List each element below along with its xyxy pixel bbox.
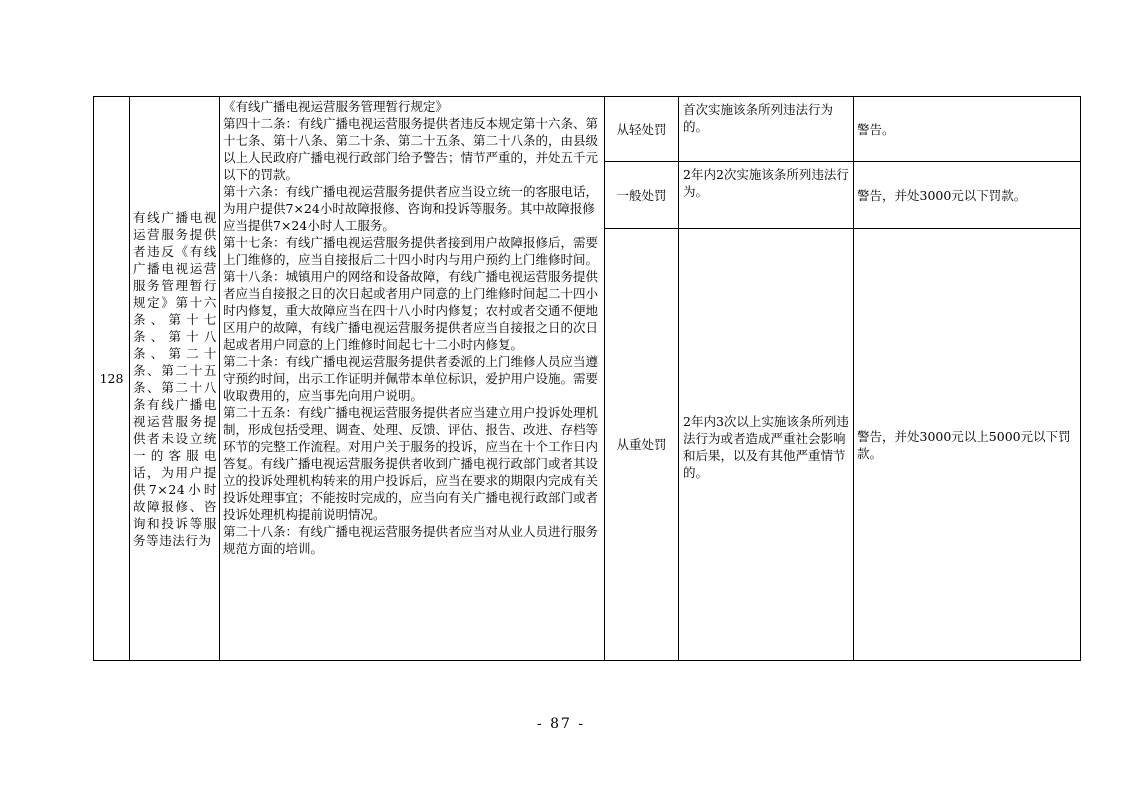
basis-title: 《有线广播电视运营服务管理暂行规定》	[223, 99, 449, 114]
penalty-result-normal: 警告，并处3000元以下罚款。	[854, 162, 1081, 229]
penalty-standard-table	[93, 96, 1081, 661]
penalty-result-heavy: 警告，并处3000元以上5000元以下罚款。	[854, 229, 1081, 661]
page-number: - 87 -	[536, 716, 586, 732]
violation-description: 有线广播电视运营服务提供者违反《有线广播电视运营服务管理暂行规定》第十六条、第十七条、第十八条、第二十条、第二十五条、第二十八条有线广播电视运营服务提供者未设立统一的客服电话，为用户提供7×24小时故障报修、咨询和投诉等服务等违法行为	[130, 97, 220, 661]
basis-article-18: 第十八条：城镇用户的网络和设备故障，有线广播电视运营服务提供者应当自接报之日的次日起或者用户同意的上门维修时间起二十四小时内修复，重大故障应当在四十八小时内修复；农村或者交通不便地区用户的故障，有线广播电视运营服务提供者应当自接报之日的次日起或者用户同意的上门维修时间起七十二小时内修复。	[223, 269, 599, 352]
basis-article-42: 第四十二条：有线广播电视运营服务提供者违反本规定第十六条、第十七条、第十八条、第二十条、第二十五条、第二十八条的，由县级以上人民政府广播电视行政部门给予警告；情节严重的，并处五千元以下的罚款。	[223, 116, 599, 182]
penalty-result-light: 警告。	[854, 97, 1081, 162]
basis-article-25: 第二十五条：有线广播电视运营服务提供者应当建立用户投诉处理机制，形成包括受理、调查、处理、反馈、评估、报告、改进、存档等环节的完整工作流程。对用户关于服务的投诉，应当在十个工作日内答复。有线广播电视运营服务提供者收到广播电视行政部门或者其设立的投诉处理机构转来的用户投诉后，应当在要求的期限内完成有关投诉处理事宜；不能按时完成的，应当向有关广播电视行政部门或者投诉处理机构提前说明情况。	[223, 405, 599, 522]
basis-article-28: 第二十八条：有线广播电视运营服务提供者应当对从业人员进行服务规范方面的培训。	[223, 524, 599, 556]
penalty-level-normal: 一般处罚	[605, 162, 679, 229]
penalty-level-heavy: 从重处罚	[605, 229, 679, 661]
basis-article-16: 第十六条：有线广播电视运营服务提供者应当设立统一的客服电话，为用户提供7×24小时故障报修、咨询和投诉等服务。其中故障报修应当提供7×24小时人工服务。	[223, 184, 599, 233]
basis-article-20: 第二十条：有线广播电视运营服务提供者委派的上门维修人员应当遵守预约时间，出示工作证明并佩带本单位标识，爱护用户设施。需要收取费用的，应当事先向用户说明。	[223, 354, 599, 403]
legal-basis	[220, 97, 605, 661]
penalty-condition-heavy: 2年内3次以上实施该条所列违法行为或者造成严重社会影响和后果，以及有其他严重情节的。	[679, 229, 854, 661]
row-number: 128	[94, 97, 130, 661]
penalty-condition-light: 首次实施该条所列违法行为的。	[679, 97, 854, 162]
penalty-condition-normal: 2年内2次实施该条所列违法行为。	[679, 162, 854, 229]
basis-article-17: 第十七条：有线广播电视运营服务提供者接到用户故障报修后，需要上门维修的，应当自接报后二十四小时内与用户预约上门维修时间。	[223, 235, 599, 267]
penalty-level-light: 从轻处罚	[605, 97, 679, 162]
